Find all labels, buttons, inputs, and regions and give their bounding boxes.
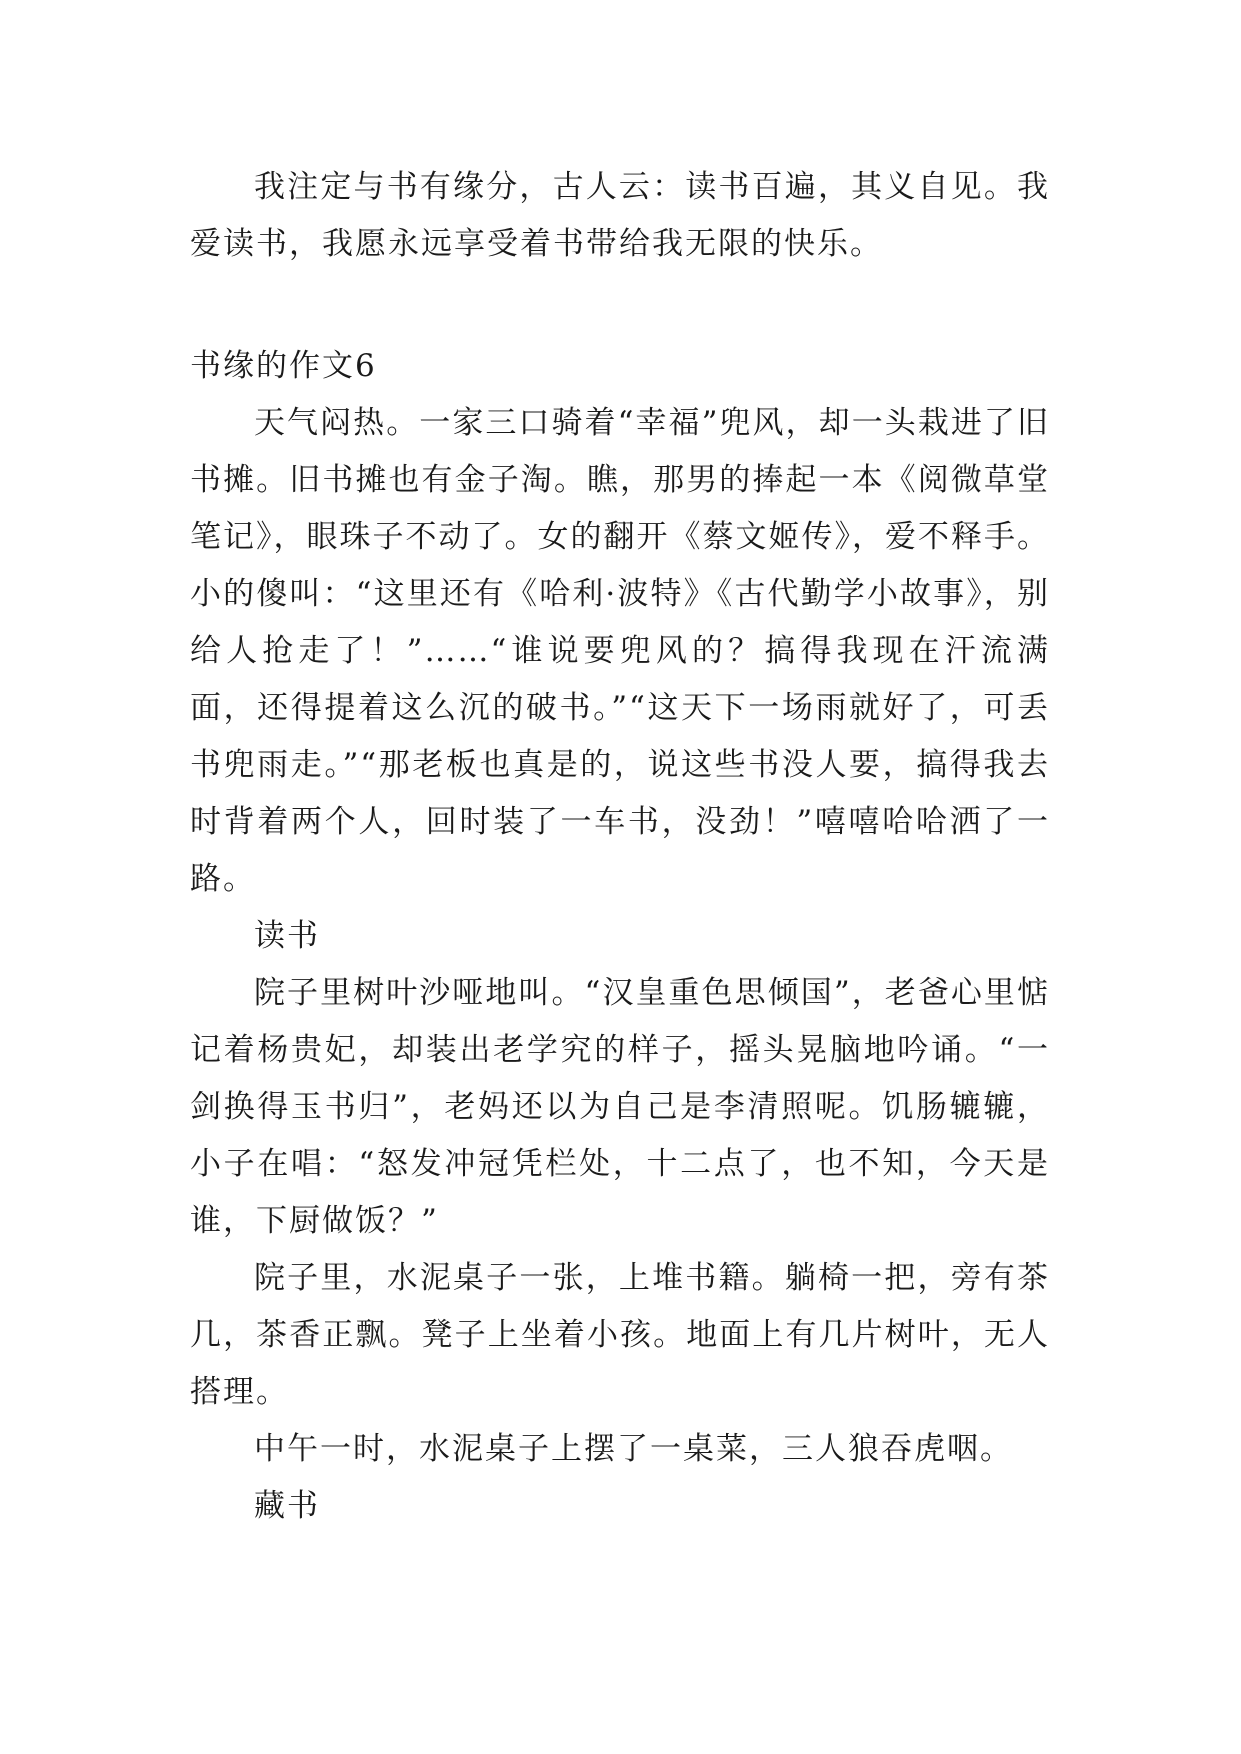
essay-section <box>190 338 1050 1535</box>
paragraph-lunch: 中午一时，水泥桌子上摆了一桌菜，三人狼吞虎咽。 <box>254 1431 1013 1467</box>
intro-paragraph: 我注定与书有缘分，古人云：读书百遍，其义自见。我爱读书，我愿永远享受着书带给我无限的快乐。 <box>190 169 1050 262</box>
paragraph-courtyard-poems: 院子里树叶沙哑地叫。“汉皇重色思倾国”，老爸心里惦记着杨贵妃，却装出老学究的样子，摇头晃脑地吟诵。“一剑换得玉书归”，老妈还以为自己是李清照呢。饥肠辘辘，小子在唱：“怒发冲冠凭栏处，十二点了，也不知，今天是谁，下厨做饭？” <box>190 975 1050 1239</box>
subheading-reading: 读书 <box>254 918 320 954</box>
paragraph-courtyard-scene: 院子里，水泥桌子一张，上堆书籍。躺椅一把，旁有茶几，茶香正飘。凳子上坐着小孩。地面上有几片树叶，无人搭理。 <box>190 1260 1050 1410</box>
section-title: 书缘的作文6 <box>190 348 377 384</box>
paragraph-bookstall: 天气闷热。一家三口骑着“幸福”兜风，却一头栽进了旧书摊。旧书摊也有金子淘。瞧，那男的捧起一本《阅微草堂笔记》，眼珠子不动了。女的翻开《蔡文姬传》，爱不释手。小的傻叫：“这里还有《哈利·波特》《古代勤学小故事》，别给人抢走了！”……“谁说要兜风的？搞得我现在汗流满面，还得提着这么沉的破书。”“这天下一场雨就好了，可丢书兜雨走。”“那老板也真是的，说这些书没人要，搞得我去时背着两个人，回时装了一车书，没劲！”嘻嘻哈哈洒了一路。 <box>190 405 1050 897</box>
subheading-collecting: 藏书 <box>254 1488 320 1524</box>
intro-section <box>190 159 1050 273</box>
